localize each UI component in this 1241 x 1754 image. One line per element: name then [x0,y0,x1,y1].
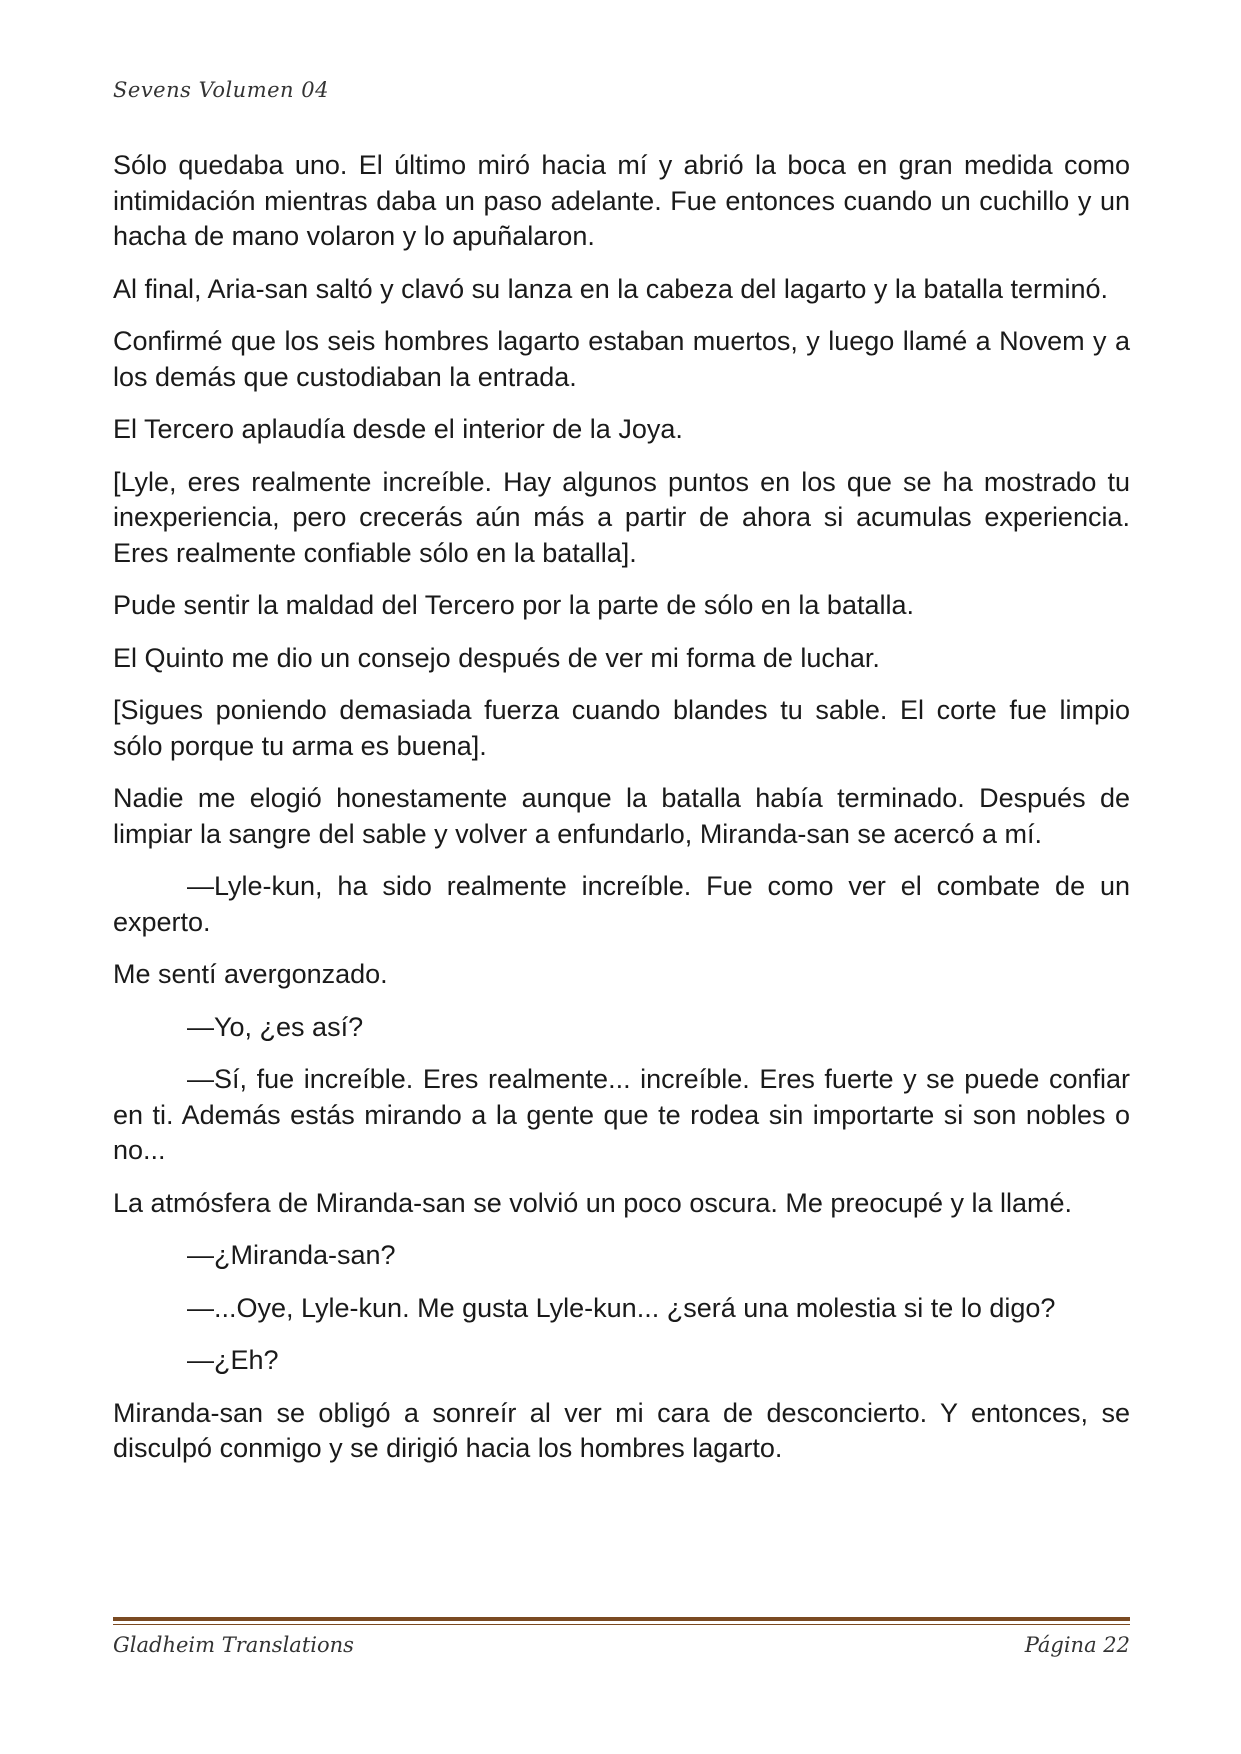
footer-publisher: Gladheim Translations [113,1633,354,1657]
footer-page-number: Página 22 [1024,1633,1130,1657]
paragraph: Sólo quedaba uno. El último miró hacia mí y abrió la boca en gran medida como intimidación mientras daba un paso adelante. Fue entonces cuando un cuchillo y un hacha de mano volaron y lo apuñalaron. [113,150,1130,251]
dialogue-line: —...Oye, Lyle-kun. Me gusta Lyle-kun... ¿será una molestia si te lo digo? [187,1292,1056,1323]
dialogue-line: —¿Eh? [187,1345,279,1375]
paragraph: [Lyle, eres realmente increíble. Hay algunos puntos en los que se ha mostrado tu inexperiencia, pero crecerás aún más a partir de ahora si acumulas experiencia. Eres realmente confiable sólo en la batalla]. [113,466,1130,568]
paragraph: La atmósfera de Miranda-san se volvió un poco oscura. Me preocupé y la llamé. [113,1187,1073,1218]
paragraph: Pude sentir la maldad del Tercero por la parte de sólo en la batalla. [113,590,914,620]
footer-divider [113,1617,1130,1621]
paragraph: Confirmé que los seis hombres lagarto estaban muertos, y luego llamé a Novem y a los demás que custodiaban la entrada. [113,326,1130,392]
paragraph: Me sentí avergonzado. [113,959,388,989]
paragraph: Al final, Aria-san saltó y clavó su lanza en la cabeza del lagarto y la batalla terminó. [113,273,1109,304]
dialogue-line: —Sí, fue increíble. Eres realmente... increíble. Eres fuerte y se puede confiar en ti. Además estás mirando a la gente que te rodea sin importarte si son nobles o no... [113,1064,1130,1165]
footer-divider-thin [113,1624,1130,1625]
paragraph: Nadie me elogió honestamente aunque la batalla había terminado. Después de limpiar la sangre del sable y volver a enfundarlo, Miranda-san se acercó a mí. [113,783,1130,849]
paragraph: [Sigues poniendo demasiada fuerza cuando blandes tu sable. El corte fue limpio sólo porque tu arma es buena]. [113,695,1130,761]
dialogue-line: —Lyle-kun, ha sido realmente increíble. Fue como ver el combate de un experto. [113,871,1130,937]
paragraph: El Quinto me dio un consejo después de ver mi forma de luchar. [113,642,880,673]
page-header-title: Sevens Volumen 04 [113,78,329,102]
dialogue-line: —¿Miranda-san? [187,1240,396,1270]
paragraph: Miranda-san se obligó a sonreír al ver mi cara de desconcierto. Y entonces, se disculpó conmigo y se dirigió hacia los hombres lagarto. [113,1397,1130,1463]
dialogue-line: —Yo, ¿es así? [187,1011,364,1042]
body-text [113,148,1130,1484]
paragraph: El Tercero aplaudía desde el interior de la Joya. [113,414,683,444]
